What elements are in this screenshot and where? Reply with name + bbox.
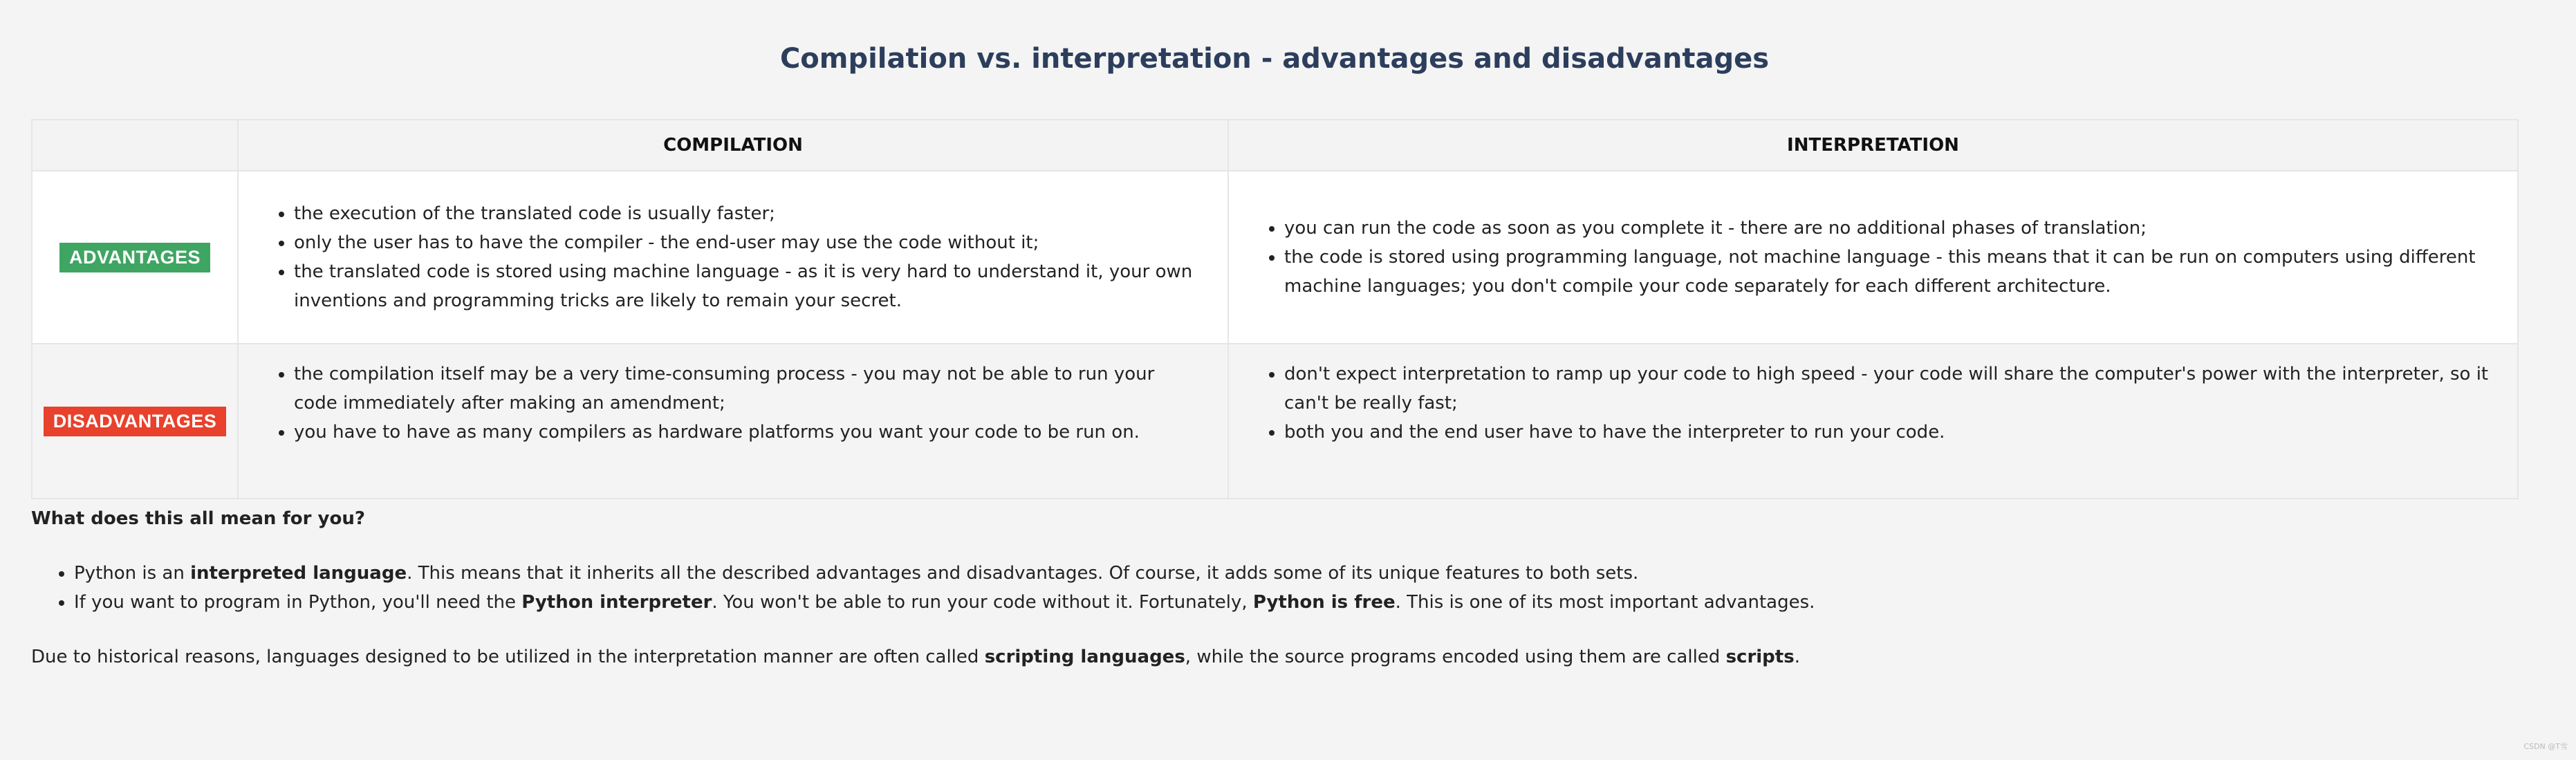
advantages-badge: ADVANTAGES [59, 243, 210, 272]
table-row-disadvantages [32, 344, 2518, 499]
list-item: • both you and the end user have to have the interpreter to run your code. [1284, 418, 2490, 447]
bold-term: scripting languages [984, 647, 1185, 667]
list-item: • you have to have as many compilers as hardware platforms you want your code to be run on. [294, 418, 1200, 447]
disadvantages-label-cell [32, 344, 238, 499]
table-row-advantages [32, 171, 2518, 344]
bold-term: interpreted language [190, 563, 407, 584]
list-item: • the translated code is stored using machine language - as it is very hard to understand it, your own inventions and programming tricks are likely to remain your secret. [294, 257, 1200, 315]
table-header-interpretation: INTERPRETATION [1228, 120, 2518, 171]
watermark: CSDN @T雪 [2523, 742, 2568, 751]
list-item: • the code is stored using programming language, not machine language - this means that it can be run on computers using different machine languages; you don't compile your code separately for each different architecture. [1284, 243, 2490, 301]
section-question: What does this all mean for you? [31, 508, 365, 529]
list-item: • you can run the code as soon as you complete it - there are no additional phases of translation; [1284, 214, 2490, 243]
list-item: • the execution of the translated code is usually faster; [294, 199, 1200, 228]
list-item [74, 559, 2529, 588]
interpretation-advantages-list [1257, 214, 2490, 301]
compilation-disadvantages-cell [238, 344, 1228, 499]
text-run: Due to historical reasons, languages designed to be utilized in the interpretation manner are often called [31, 647, 985, 667]
bold-term: scripts [1725, 647, 1795, 667]
table-header-empty [32, 120, 238, 171]
text-run: . This means that it inherits all the described advantages and disadvantages. Of course, it adds some of its unique features to both sets. [407, 563, 1639, 584]
text-run: If you want to program in Python, you'll need the [74, 592, 522, 613]
list-item [74, 588, 2529, 617]
bold-term: Python is free [1252, 592, 1396, 613]
table-header-row [32, 120, 2518, 171]
text-run: , while the source programs encoded using them are called [1185, 647, 1726, 667]
interpretation-disadvantages-list [1257, 360, 2490, 447]
text-run: Python is an [74, 563, 191, 584]
disadvantages-badge: DISADVANTAGES [44, 407, 227, 436]
meaning-list [31, 559, 2529, 617]
list-item: • only the user has to have the compiler - the end-user may use the code without it; [294, 228, 1200, 257]
text-run: . [1794, 647, 1800, 667]
compilation-disadvantages-list [266, 360, 1200, 447]
closing-paragraph [31, 642, 2521, 671]
interpretation-disadvantages-cell [1228, 344, 2518, 499]
compilation-advantages-cell [238, 171, 1228, 344]
compilation-advantages-list [266, 199, 1200, 315]
text-run: . You won't be able to run your code without it. Fortunately, [712, 592, 1253, 613]
bold-term: Python interpreter [521, 592, 712, 613]
advantages-label-cell [32, 171, 238, 344]
comparison-table [31, 119, 2519, 499]
interpretation-advantages-cell [1228, 171, 2518, 344]
page-title: Compilation vs. interpretation - advantages and disadvantages [779, 43, 1770, 75]
text-run: . This is one of its most important advantages. [1395, 592, 1815, 613]
list-item: • don't expect interpretation to ramp up your code to high speed - your code will share the computer's power with the interpreter, so it can't be really fast; [1284, 360, 2490, 418]
table-header-compilation: COMPILATION [238, 120, 1228, 171]
list-item: • the compilation itself may be a very time-consuming process - you may not be able to run your code immediately after making an amendment; [294, 360, 1200, 418]
